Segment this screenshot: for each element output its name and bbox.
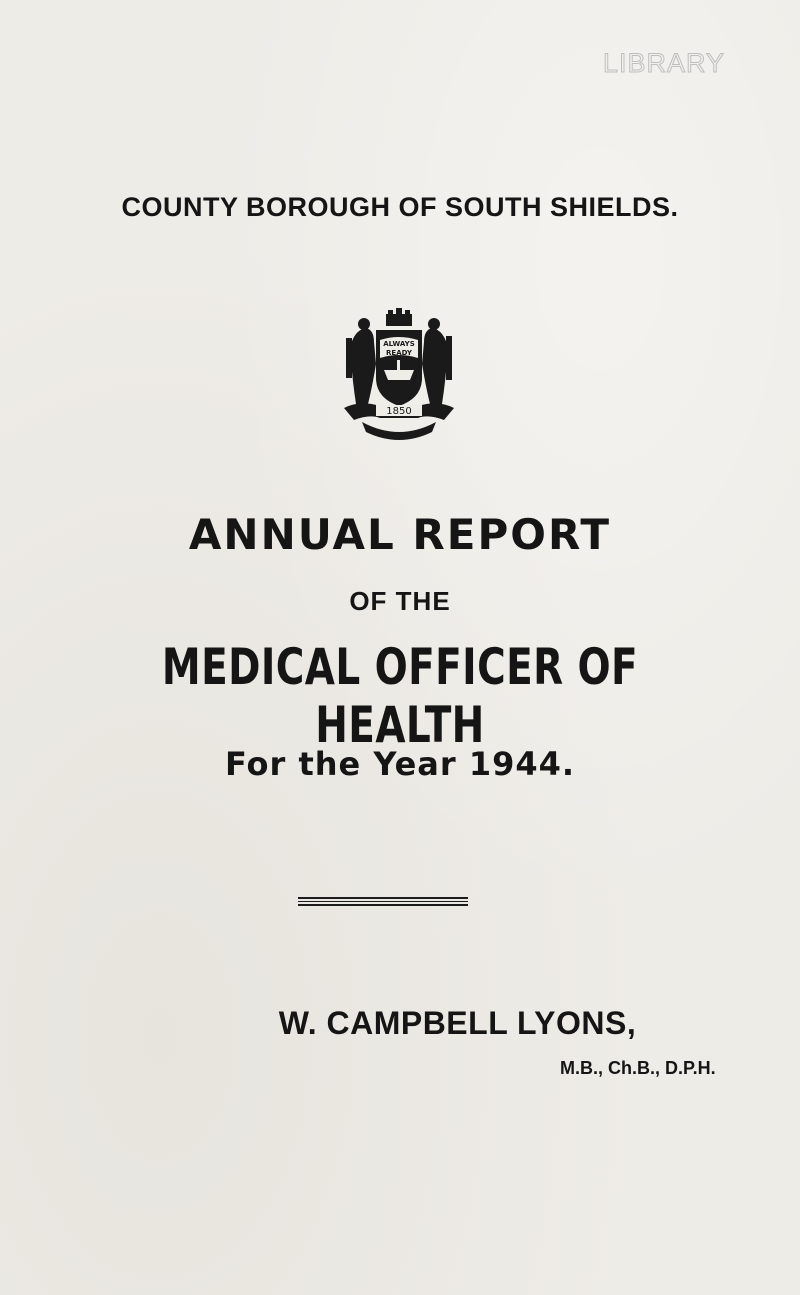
coat-of-arms-icon	[340, 308, 458, 440]
authority-heading: COUNTY BOROUGH OF SOUTH SHIELDS.	[121, 192, 679, 222]
crest-year: 1850	[386, 406, 412, 417]
crest-motto-line2: READY	[386, 349, 412, 357]
author-degrees: M.B., Ch.B., D.P.H.	[560, 1058, 716, 1078]
divider-rule	[298, 904, 468, 906]
report-year: For the Year 1944.	[224, 745, 576, 783]
title-of-the: OF THE	[349, 586, 451, 616]
divider-rule	[298, 901, 468, 902]
divider-rule	[298, 897, 468, 899]
title-medical-officer: MEDICAL OFFICER OF HEALTH	[161, 638, 639, 754]
author-name: W. CAMPBELL LYONS,	[278, 1005, 637, 1041]
crest-motto-line1: ALWAYS	[383, 340, 415, 348]
library-stamp: LIBRARY	[603, 48, 726, 78]
title-annual-report: ANNUAL REPORT	[188, 510, 612, 559]
